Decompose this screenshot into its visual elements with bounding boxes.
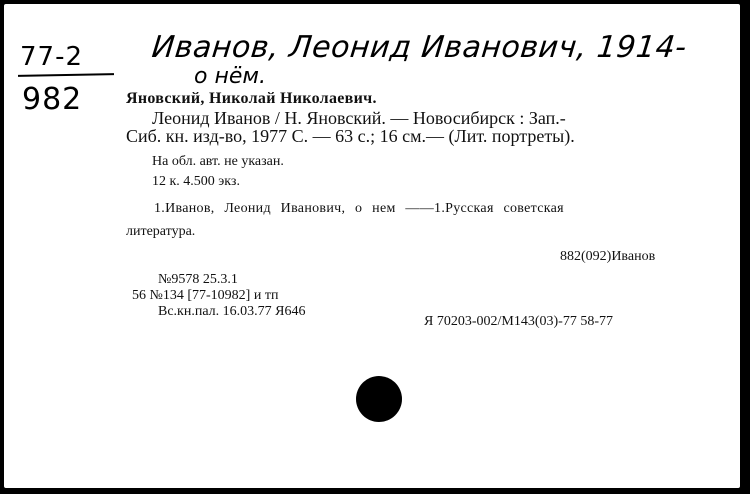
registry-line-2: 56 №134 [77-10982] и тп (132, 288, 279, 303)
registry-line-3: Вс.кн.пал. 16.03.77 Я646 (158, 304, 306, 319)
registry-line-1: №9578 25.3.1 (158, 272, 238, 287)
call-number-bottom: 982 (22, 82, 83, 117)
handwritten-subject-heading: Иванов, Леонид Иванович, 1914- (150, 30, 689, 65)
call-number-divider (18, 73, 114, 77)
note-price-print-run: 12 к. 4.500 экз. (152, 174, 240, 189)
subject-tracing-line-2: литература. (126, 224, 196, 239)
catalog-card (4, 4, 740, 488)
author-heading: Яновский, Николай Николаевич. (126, 90, 377, 107)
title-statement-line-2: Сиб. кн. изд-во, 1977 С. — 63 с.; 16 см.— (Лит. портреты). (126, 126, 575, 146)
call-number-top: 77-2 (20, 42, 84, 72)
subject-tracing-line-1: 1.Иванов, Леонид Иванович, о нем ——1.Русская советская (154, 201, 564, 216)
handwritten-about-note: о нём. (194, 64, 266, 89)
publication-index: Я 70203-002/М143(03)-77 58-77 (424, 314, 613, 329)
note-author-not-indicated: На обл. авт. не указан. (152, 154, 284, 169)
classification-code: 882(092)Иванов (560, 249, 656, 264)
title-statement-line-1: Леонид Иванов / Н. Яновский. — Новосибирск : Зап.- (152, 108, 566, 128)
card-punch-hole (356, 376, 402, 422)
